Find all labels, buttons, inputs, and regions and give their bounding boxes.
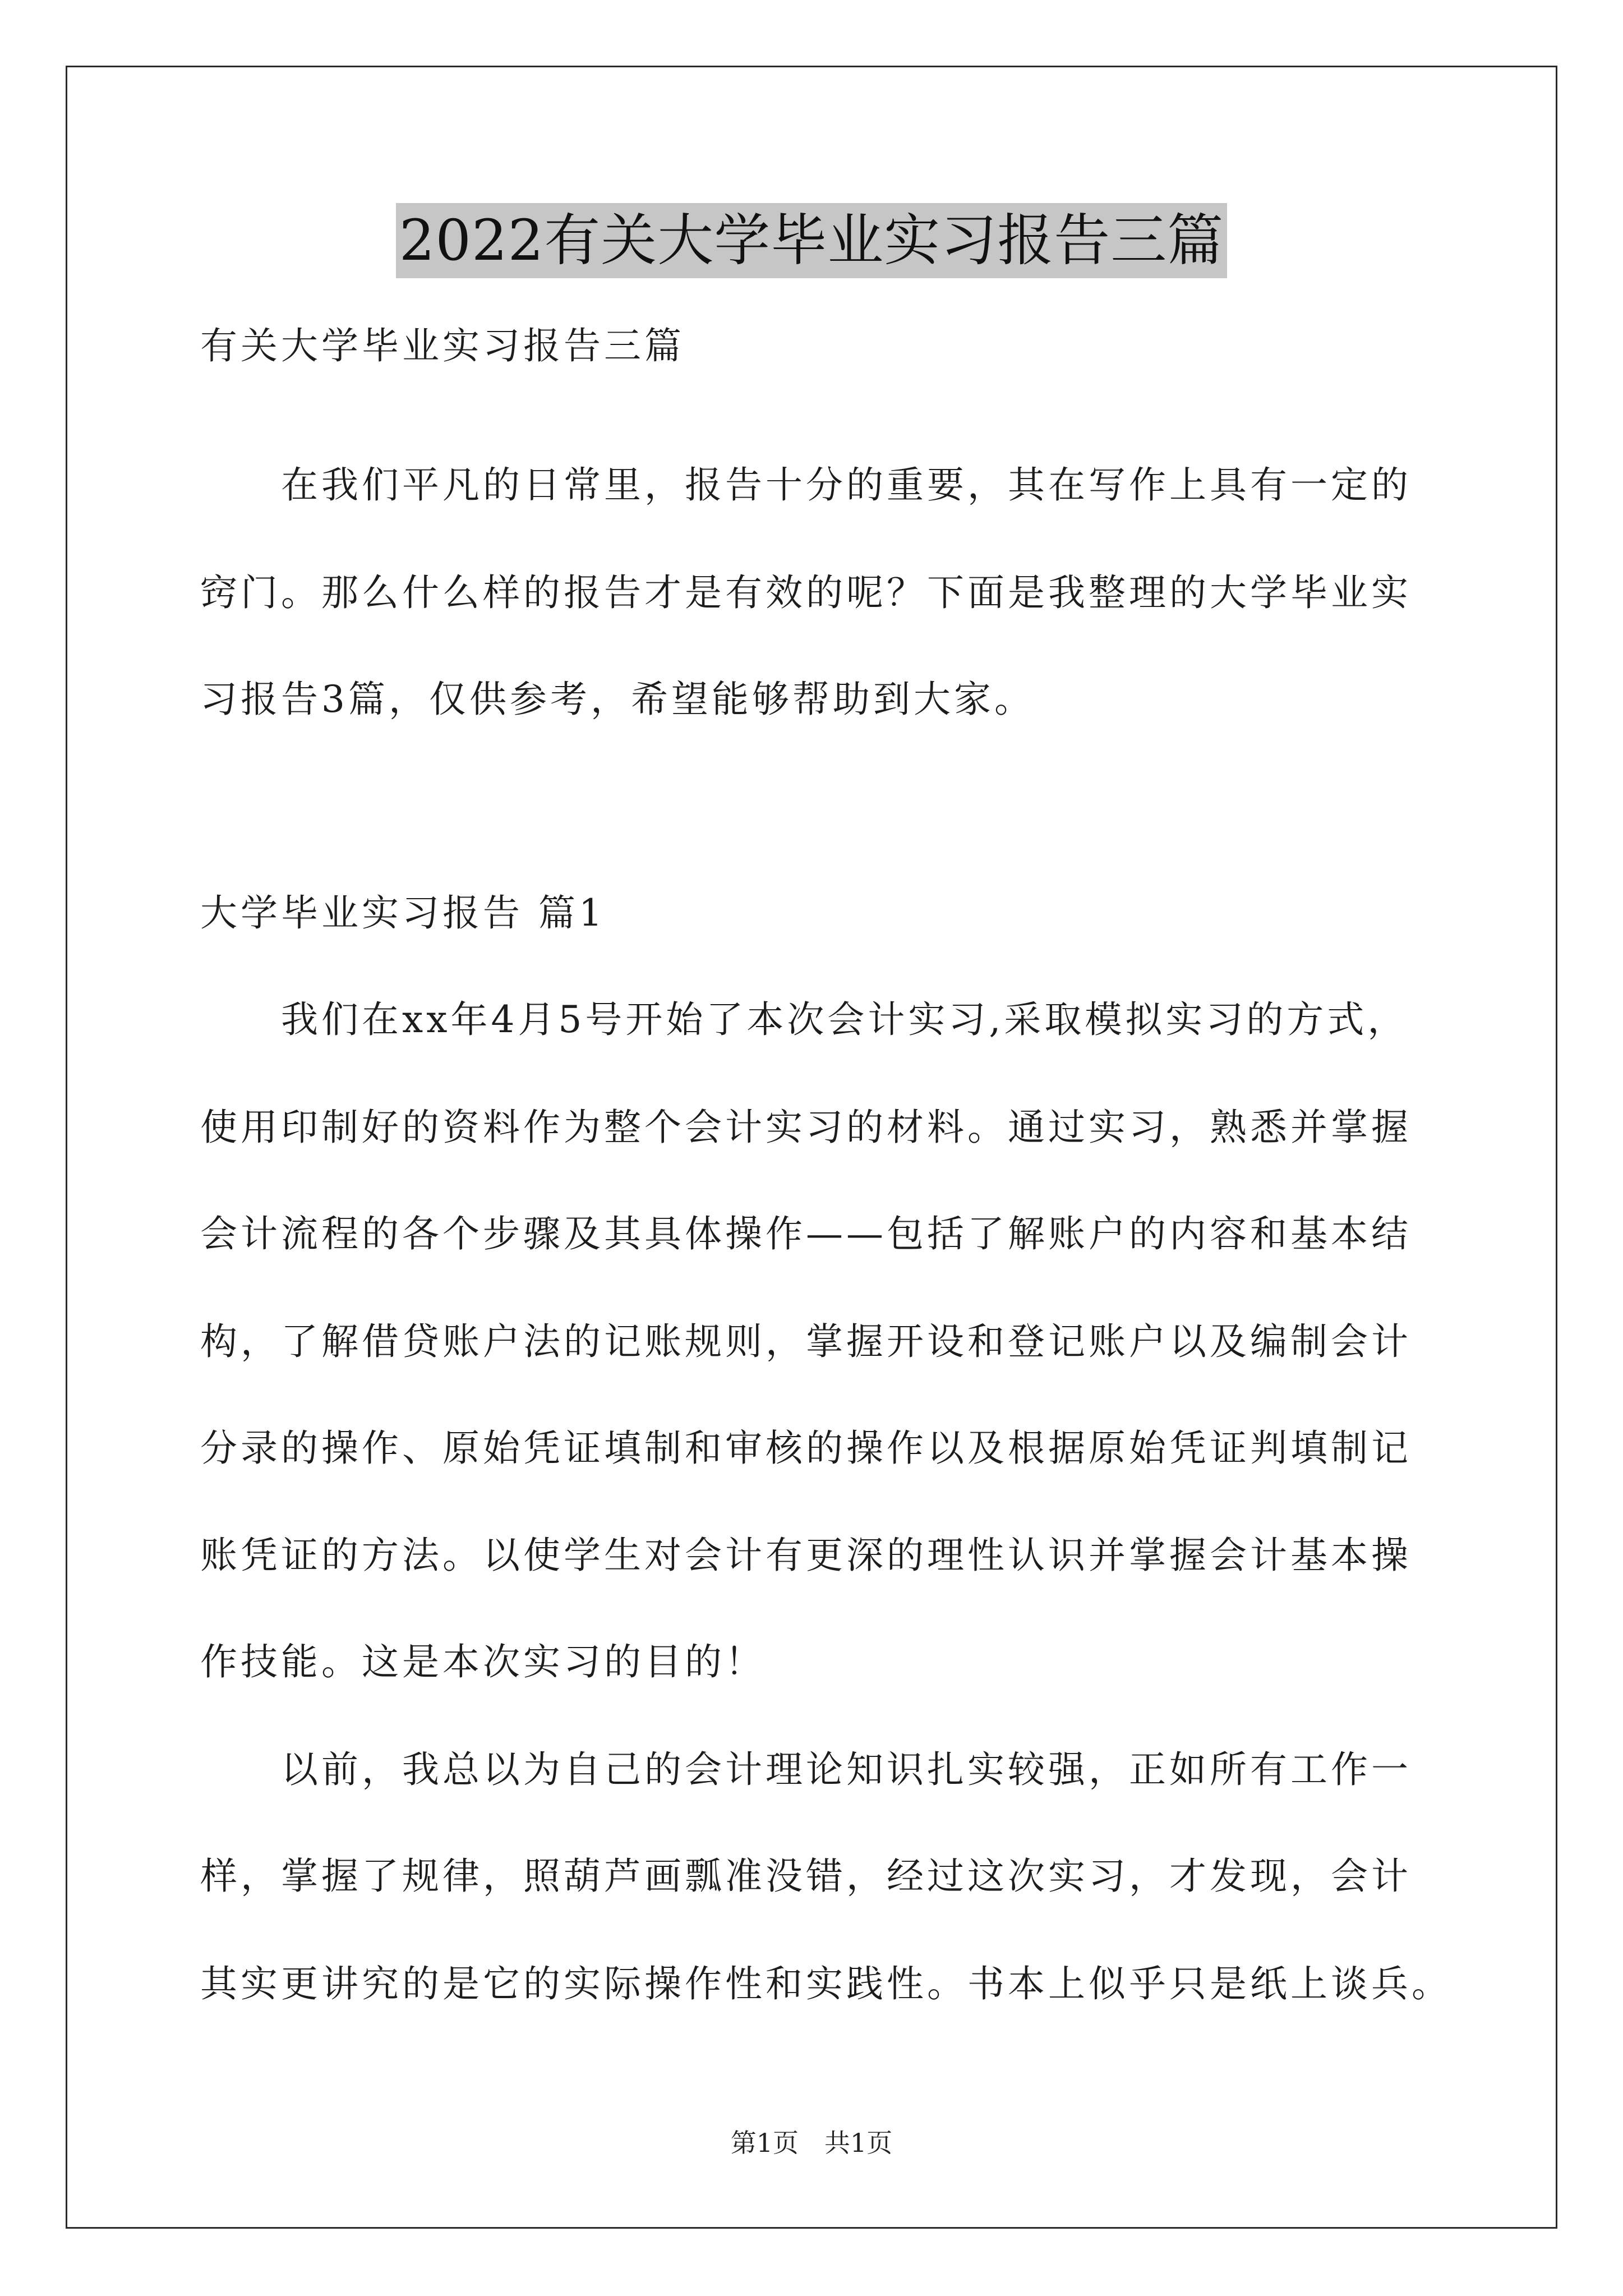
body-line: 样，掌握了规律，照葫芦画瓢准没错，经过这次实习，才发现，会计 bbox=[200, 1855, 1412, 1898]
page-footer: 第1页 共1页 bbox=[730, 2128, 893, 2158]
body-line: 我们在xx年4月5号开始了本次会计实习,采取模拟实习的方式， bbox=[200, 998, 1408, 1041]
body-line: 账凭证的方法。以使学生对会计有更深的理性认识并掌握会计基本操 bbox=[200, 1534, 1412, 1577]
body-line: 分录的操作、原始凭证填制和审核的操作以及根据原始凭证判填制记 bbox=[200, 1427, 1412, 1470]
title-block bbox=[0, 203, 1623, 278]
body-line: 会计流程的各个步骤及其具体操作——包括了解账户的内容和基本结 bbox=[200, 1212, 1412, 1255]
body-line: 其实更讲究的是它的实际操作性和实践性。书本上似乎只是纸上谈兵。 bbox=[200, 1962, 1452, 2005]
body-line: 习报告3篇，仅供参考，希望能够帮助到大家。 bbox=[200, 678, 1035, 721]
document-title: 2022有关大学毕业实习报告三篇 bbox=[396, 203, 1228, 278]
subtitle-line: 有关大学毕业实习报告三篇 bbox=[200, 324, 685, 367]
body-line: 构，了解借贷账户法的记账规则，掌握开设和登记账户以及编制会计 bbox=[200, 1320, 1412, 1363]
body-line: 窍门。那么什么样的报告才是有效的呢？下面是我整理的大学毕业实 bbox=[200, 571, 1412, 614]
body-line: 使用印制好的资料作为整个会计实习的材料。通过实习，熟悉并掌握 bbox=[200, 1106, 1412, 1149]
section-heading: 大学毕业实习报告 篇1 bbox=[200, 891, 606, 935]
body-line: 作技能。这是本次实习的目的！ bbox=[200, 1640, 766, 1683]
body-line: 在我们平凡的日常里，报告十分的重要，其在写作上具有一定的 bbox=[200, 463, 1412, 507]
body-line: 以前，我总以为自己的会计理论知识扎实较强，正如所有工作一 bbox=[200, 1748, 1412, 1791]
